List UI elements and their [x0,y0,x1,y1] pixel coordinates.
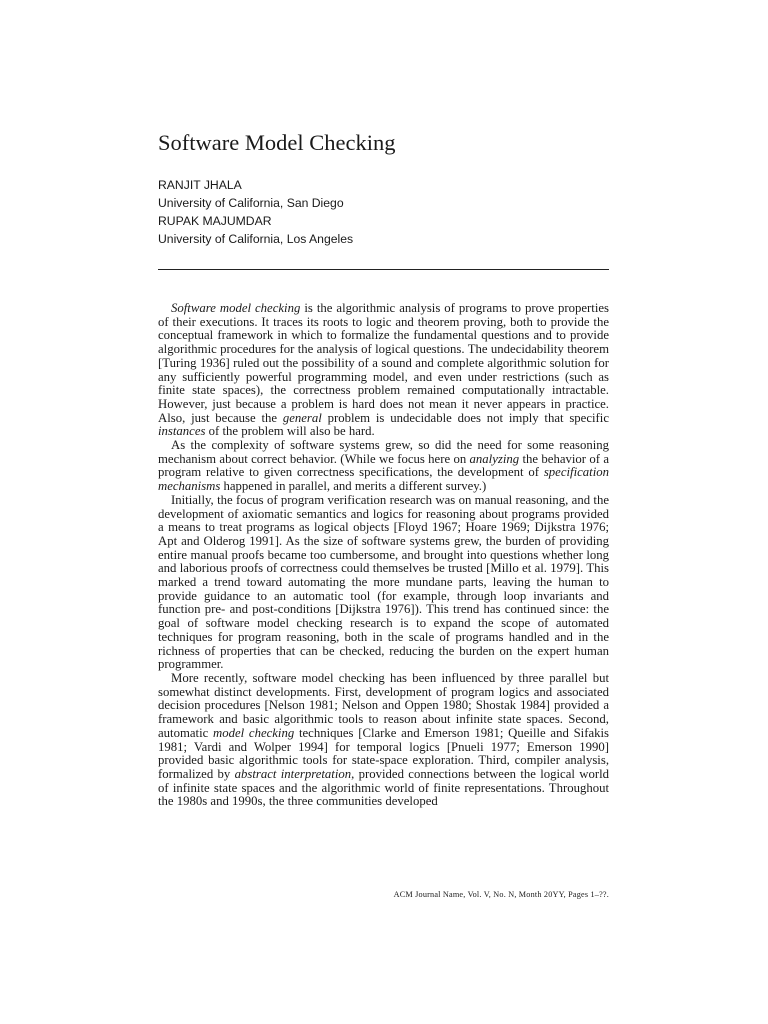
paragraph-text: , provided connections between the logical world of infinite state spaces and the algorithmic world of finite representations. Throughout the 1980s and 1990s, the three communities developed [158,766,609,809]
paragraph-text: Initially, the focus of program verification research was on manual reasoning, and the development of axiomatic semantics and logics for reasoning about programs provided a means to treat programs as logical objects [Floyd 1967; Hoare 1969; Dijkstra 1976; Apt and Olderog 1991]. As the size of software systems grew, the burden of providing entire manual proofs became too cumbersome, and brought into questions whether long and laborious proofs of correctness could themselves be trusted [Millo et al. 1979]. This marked a trend toward automating the more mundane parts, leaving the human to provide guidance to an automatic tool (for example, through loop invariants and function pre- and post-conditions [Dijkstra 1976]). This trend has continued since: the goal of software model checking research is to expand the scope of automated techniques for program reasoning, both in the scale of programs handled and in the richness of properties that can be checked, reducing the burden on the expert human programmer. [158,492,609,672]
paragraph-text: problem is undecidable does not imply that specific [321,410,609,425]
author-affiliation: University of California, San Diego [158,196,344,210]
paragraph-text: More recently, software model checking has been influenced by three parallel but somewhat distinct developments. First, development of program logics and associated decision procedures [Nelson 1981; Nelson and Oppen 1980; Shostak 1984] provided a framework and basic algorithmic tools to reason about infinite state spaces. Second, automatic [158,670,609,740]
paragraph-text: of the problem will also be hard. [205,424,375,439]
journal-footer: ACM Journal Name, Vol. V, No. N, Month 20YY, Pages 1–??. [393,890,609,899]
paper-title: Software Model Checking [158,130,396,155]
emphasis: instances [158,424,206,439]
emphasis: general [282,410,322,425]
author-name: RUPAK MAJUMDAR [158,214,272,228]
emphasis: Software model checking [171,301,301,315]
paragraph [158,494,609,672]
paragraph [158,672,609,809]
paragraph [158,302,609,439]
emphasis: abstract interpretation [234,766,352,781]
title-divider [158,269,609,270]
author-block [158,176,353,248]
emphasis: model checking [213,725,295,740]
paragraph-text: is the algorithmic analysis of programs to prove properties of their executions. It traces its roots to logic and theorem proving, both to provide the conceptual framework in which to formalize the fundamental questions and to provide algorithmic procedures for the analysis of logical questions. The undecidability theorem [Turing 1936] ruled out the possibility of a sound and complete algorithmic solution for any sufficiently powerful programming model, and even under restrictions (such as finite state spaces), the correctness problem remained computationally intractable. However, just because a problem is hard does not mean it never appears in practice. Also, just because the [158,301,610,425]
author-name: RANJIT JHALA [158,178,242,192]
paragraph-text: the behavior of a program relative to given correctness specifications, the development of [158,451,609,480]
abstract-body [158,302,609,809]
paragraph-text: happened in parallel, and merits a different survey.) [220,479,487,494]
emphasis: specification mechanisms [158,465,609,494]
paragraph-text: techniques [Clarke and Emerson 1981; Queille and Sifakis 1981; Vardi and Wolper 1994] for temporal logics [Pnueli 1977; Emerson 1990] provided basic algorithmic tools for state-space exploration. Third, compiler analysis, formalized by [158,725,609,781]
paragraph-text: As the complexity of software systems grew, so did the need for some reasoning mechanism about correct behavior. (While we focus here on [158,438,609,466]
emphasis: analyzing [469,451,520,466]
paragraph [158,439,609,494]
author-affiliation: University of California, Los Angeles [158,232,354,246]
